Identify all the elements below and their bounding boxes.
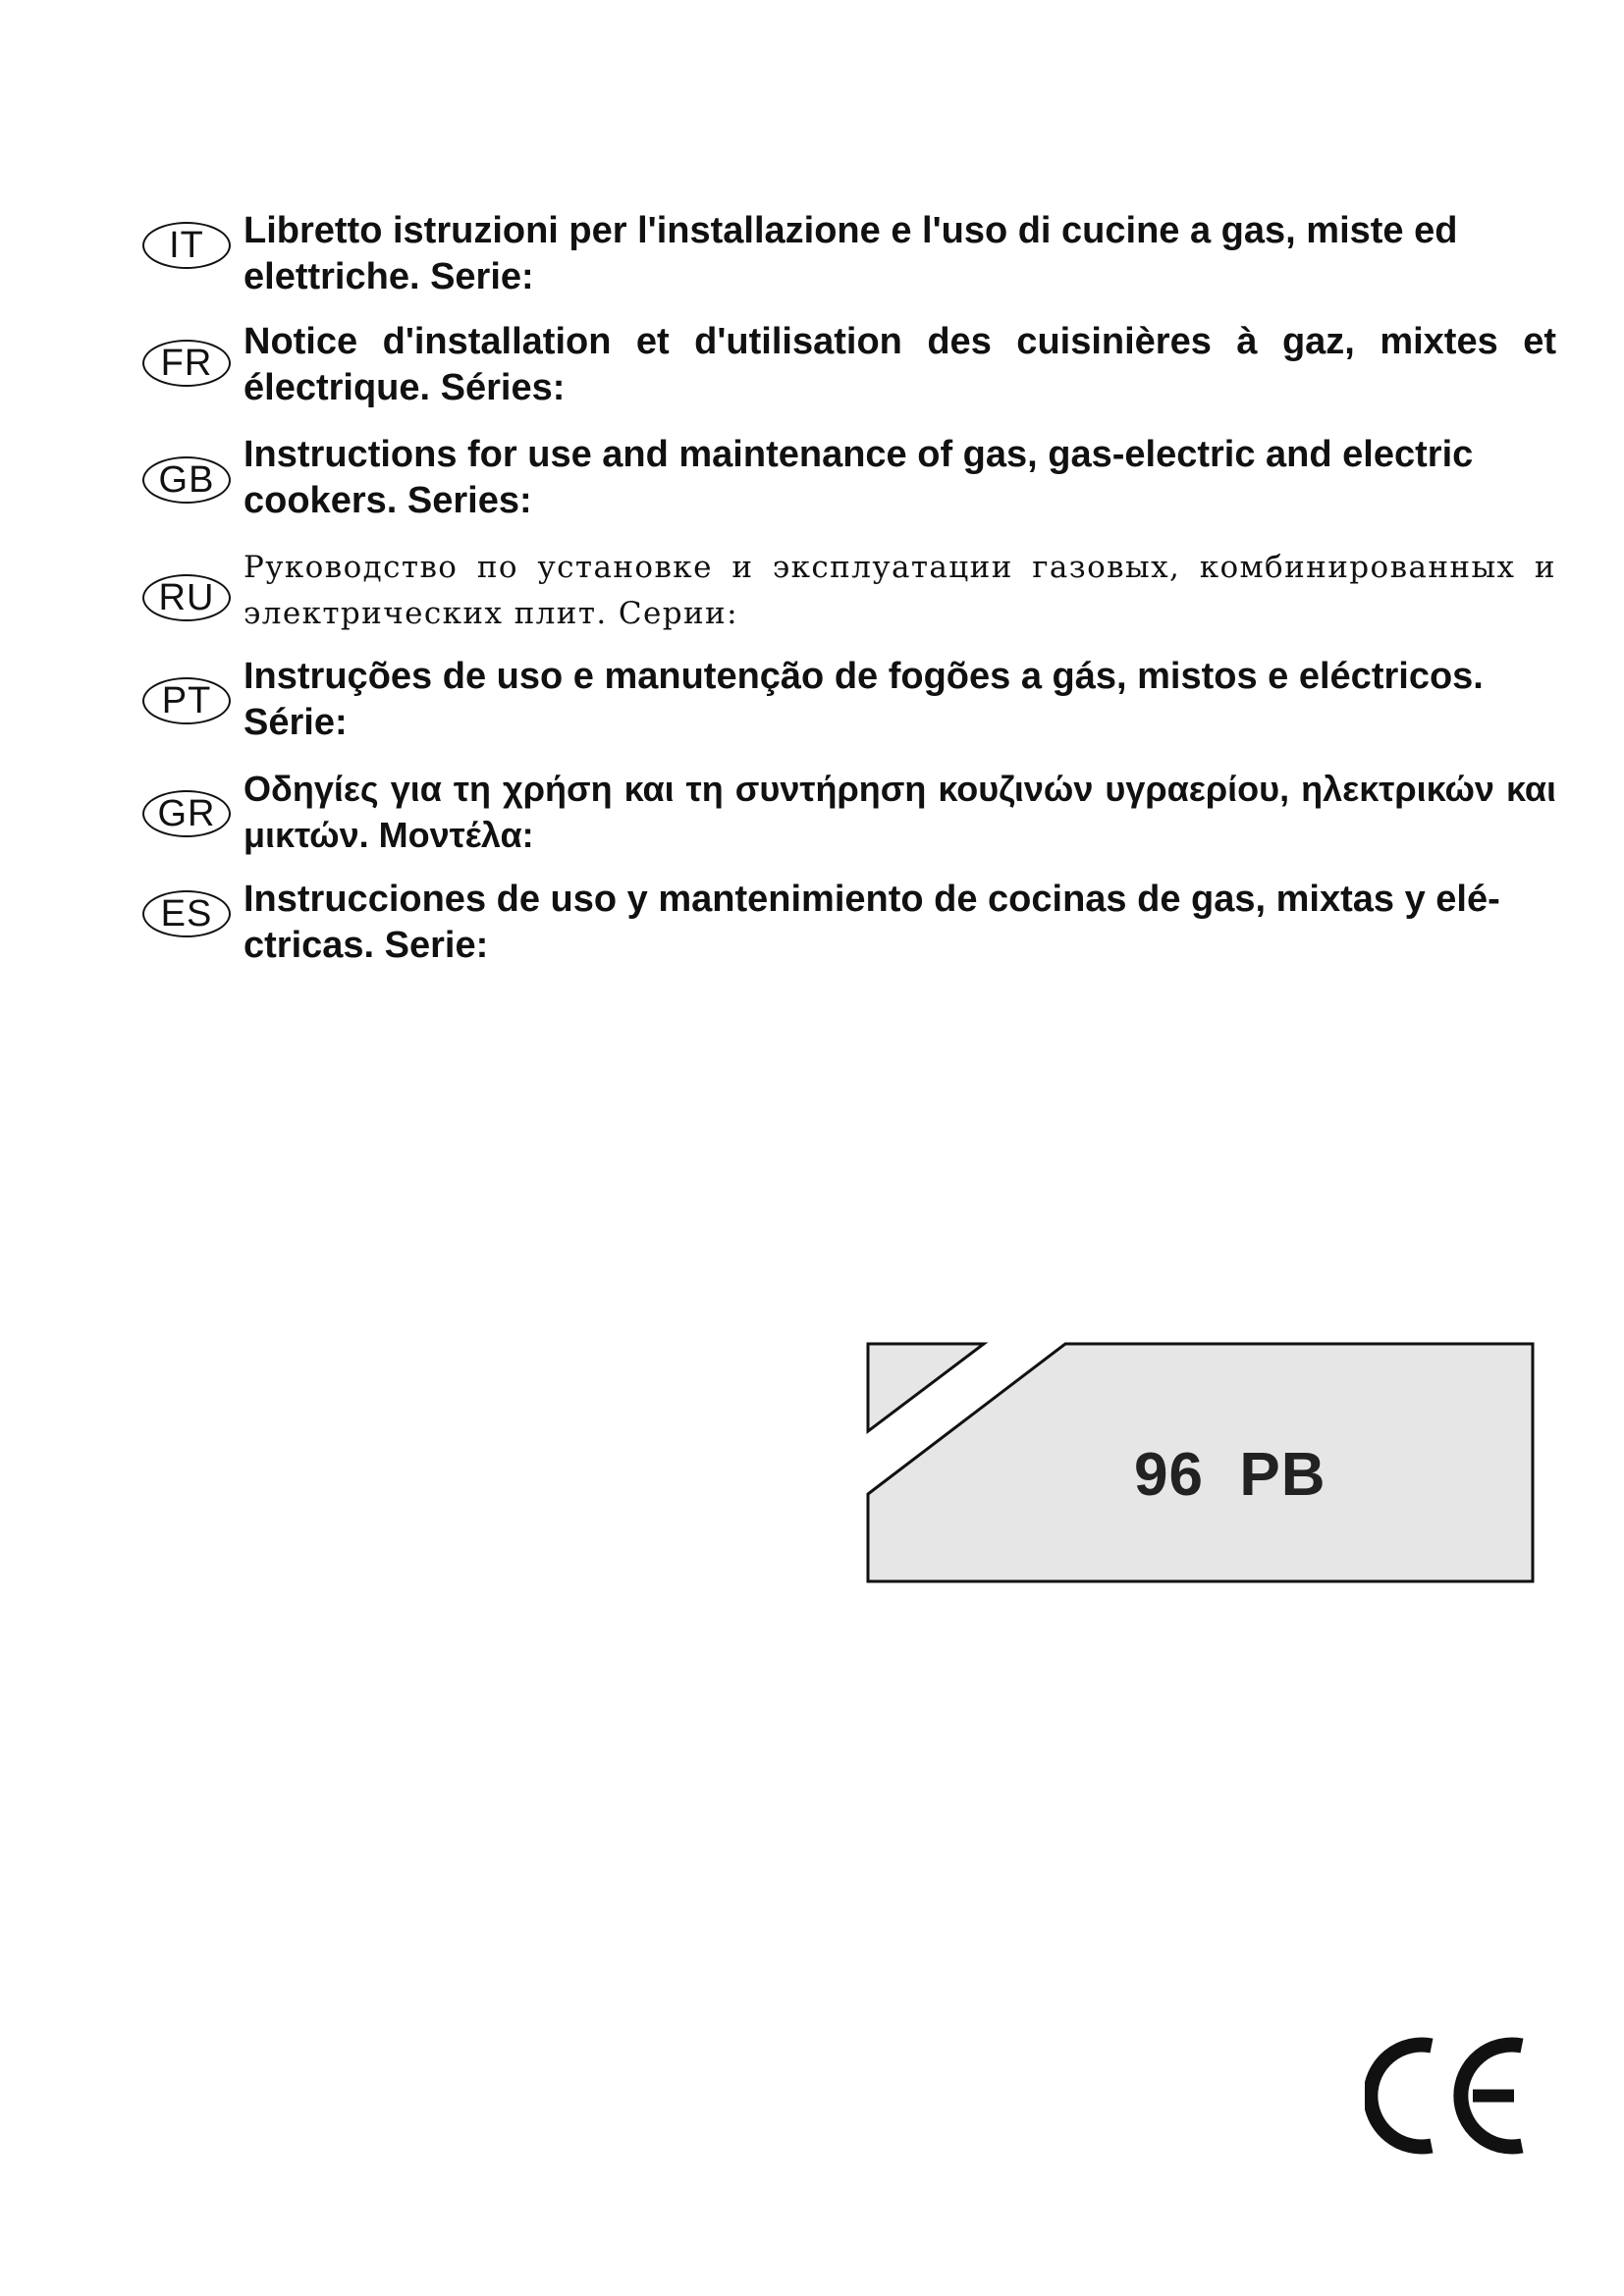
lang-badge-fr: FR (142, 340, 231, 387)
lang-text-pt: Instruções de uso e manutenção de fogões a gás, mistos e eléctricos. Série: (244, 656, 1484, 743)
lang-text-gb: Instructions for use and maintenance of gas, gas-electric and electric cookers. Series: (244, 434, 1474, 521)
lang-text-fr: Notice d'installation et d'utilisation des cuisinières à gaz, mixtes et électrique. Séries: (244, 321, 1556, 408)
lang-badge-gr: GR (142, 790, 231, 837)
lang-badge-es: ES (142, 890, 231, 937)
lang-text-es: Instrucciones de uso y mantenimiento de cocinas de gas, mixtas y elé- ctricas. Serie: (244, 879, 1500, 966)
lang-badge-gb: GB (142, 456, 231, 504)
series-box (864, 1340, 1537, 1585)
lang-text-ru: Руководство по установке и эксплуатации газовых, комбинированных и электрических плит. Серии: (244, 550, 1556, 631)
lang-text-gr: Οδηγίες για τη χρήση και τη συντήρηση κουζινών υγραερίου, ηλεκτρικών και μικτών. Μοντέλα: (244, 769, 1556, 855)
lang-text-it: Libretto istruzioni per l'installazione e l'uso di cucine a gas, miste ed elettriche. Serie: (244, 210, 1458, 297)
ce-mark-icon (1365, 2032, 1532, 2160)
lang-badge-it: IT (142, 222, 231, 269)
lang-badge-pt: PT (142, 677, 231, 724)
lang-badge-ru: RU (142, 574, 231, 621)
series-model-label: 96 PB (1134, 1441, 1326, 1509)
